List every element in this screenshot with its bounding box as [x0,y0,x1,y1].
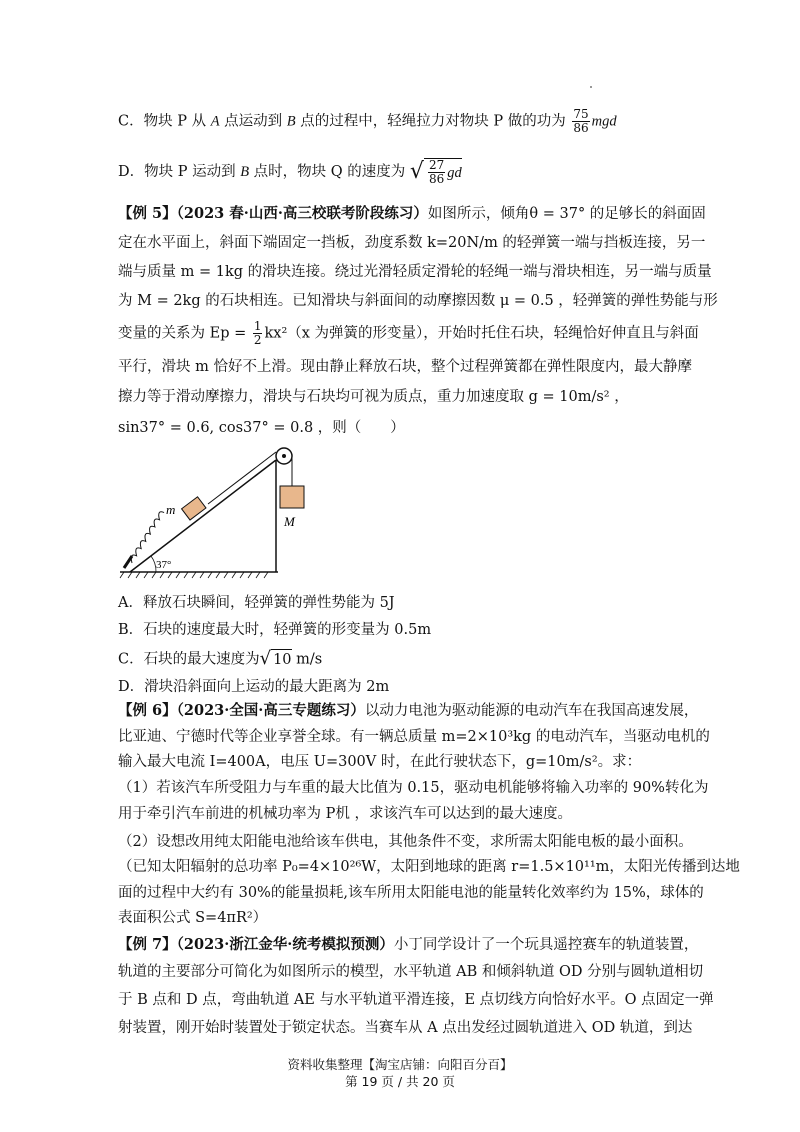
example-7-line-1: 【例 7】（2023·浙江金华·统考模拟预测）小丁同学设计了一个玩具遥控赛车的轨道装置， [118,936,699,953]
footer-source: 资料收集整理【淘宝店铺：向阳百分百】 [287,1057,513,1072]
footer-page-number: 第 19 页 / 共 20 页 [345,1074,455,1089]
block-M [280,486,304,508]
option-d-prev: D．物块 P 运动到 B 点时，物块 Q 的速度为 √ $\frac{27}{86}$ gd [118,158,462,186]
text: 点的过程中，轻绳拉力对物块 P 做的功为 [295,113,566,130]
example-5-option-d: D．滑块沿斜面向上运动的最大距离为 2m [118,679,390,695]
example-6-line-4: （1）若该汽车所受阻力与车重的最大比值为 0.15，驱动电机能够将输入功率的 90%转化为 [118,780,709,796]
example-5-option-c: C．石块的最大速度为 √ 10 m/s [118,648,323,669]
incline-surface [130,460,276,572]
example-5-heading: 【例 5】（2023 春·山西·高三校联考阶段练习） [118,205,428,222]
example-5-option-b: B．石块的速度最大时，轻弹簧的形变量为 0.5m [118,622,432,638]
example-5-line-6: 平行，滑块 m 恰好不上滑。现由静止释放石块，整个过程弹簧都在弹性限度内，最大静摩 [118,359,692,375]
label-M: M [284,514,295,529]
example-5-option-a: A．释放石块瞬间，轻弹簧的弹性势能为 5J [118,595,395,611]
sqrt-expression: √ $\frac{27}{86}$ gd [409,158,462,186]
example-6-line-8: 面的过程中大约有 30%的能量损耗,该车所用太阳能电池的能量转化效率约为 15%，球体的 [118,885,704,901]
example-5-line-1: 【例 5】（2023 春·山西·高三校联考阶段练习）如图所示，倾角θ = 37° 的足够长的斜面固 [118,205,706,222]
example-6-heading: 【例 6】（2023·全国·高三专题练习） [118,702,365,719]
example-6-line-9: 表面积公式 S=4πR²） [118,910,268,926]
sqrt-10: √ 10 [259,648,292,669]
example-6-line-6: （2）设想改用纯太阳能电池给该车供电，其他条件不变，求所需太阳能电板的最小面积。 [118,834,693,850]
stray-mark [590,86,592,88]
spring [118,510,177,563]
example-5-line-5: 变量的关系为 Ep = $\frac{1}{2}$ kx²（x 为弹簧的形变量），开始时托住石块，轻绳恰好伸直且与斜面 [118,319,699,347]
point-a: A [210,113,220,130]
example-7-line-4: 射装置，刚开始时装置处于锁定状态。当赛车从 A 点出发经过圆轨道进入 OD 轨道，到达 [118,1020,693,1036]
formula-tail: mgd [591,113,617,130]
text: 点运动到 [219,113,287,130]
point-b: B [286,113,296,130]
label-m: m [166,502,176,517]
example-6-line-3: 输入最大电流 I=400A，电压 U=300V 时，在此行驶状态下，g=10m/s²。求： [118,754,642,770]
option-c-prev [118,108,617,135]
example-5-line-3: 端与质量 m = 1kg 的滑块连接。绕过光滑轻质定滑轮的轻绳一端与滑块相连，另一端与质量 [118,264,712,280]
example-5-line-7: 擦力等于滑动摩擦力，滑块与石块均可视为质点，重力加速度取 g = 10m/s² ， [118,389,629,405]
example-6-line-1: 【例 6】（2023·全国·高三专题练习）以动力电池为驱动能源的电动汽车在我国高速发展， [118,702,699,719]
example-6-line-5: 用于牵引汽车前进的机械功率为 P机 ，求该汽车可以达到的最大速度。 [118,806,572,822]
example-5-line-4: 为 M = 2kg 的石块相连。已知滑块与斜面间的动摩擦因数 μ = 0.5 ，轻弹簧的弹性势能与形 [118,293,718,309]
fraction: $\frac{75}{86}$ [573,107,589,135]
example-7-heading: 【例 7】（2023·浙江金华·统考模拟预测） [118,936,394,953]
example-5-line-2: 定在水平面上，斜面下端固定一挡板，劲度系数 k=20N/m 的轻弹簧一端与挡板连接，另一 [118,235,706,251]
example-7-line-3: 于 B 点和 D 点，弯曲轨道 AE 与水平轨道平滑连接，E 点切线方向恰好水平。O 点固定一弹 [118,992,714,1008]
text: C．物块 P 从 [118,113,211,130]
incline-figure [118,440,318,585]
example-6-line-2: 比亚迪、宁德时代等企业享誉全球。有一辆总质量 m=2×10³kg 的电动汽车，当驱动电机的 [118,729,710,745]
half-fraction: $\frac{1}{2}$ [253,319,262,347]
example-6-line-7: （已知太阳辐射的总功率 P₀=4×10²⁶W，太阳到地球的距离 r=1.5×10¹¹m，太阳光传播到达地 [118,859,740,875]
example-7-line-2: 轨道的主要部分可简化为如图所示的模型，水平轨道 AB 和倾斜轨道 OD 分别与圆轨道相切 [118,964,704,980]
angle-label: 37° [156,559,172,571]
example-5-line-8: sin37° = 0.6, cos37° = 0.8 ，则（ ） [118,420,405,436]
